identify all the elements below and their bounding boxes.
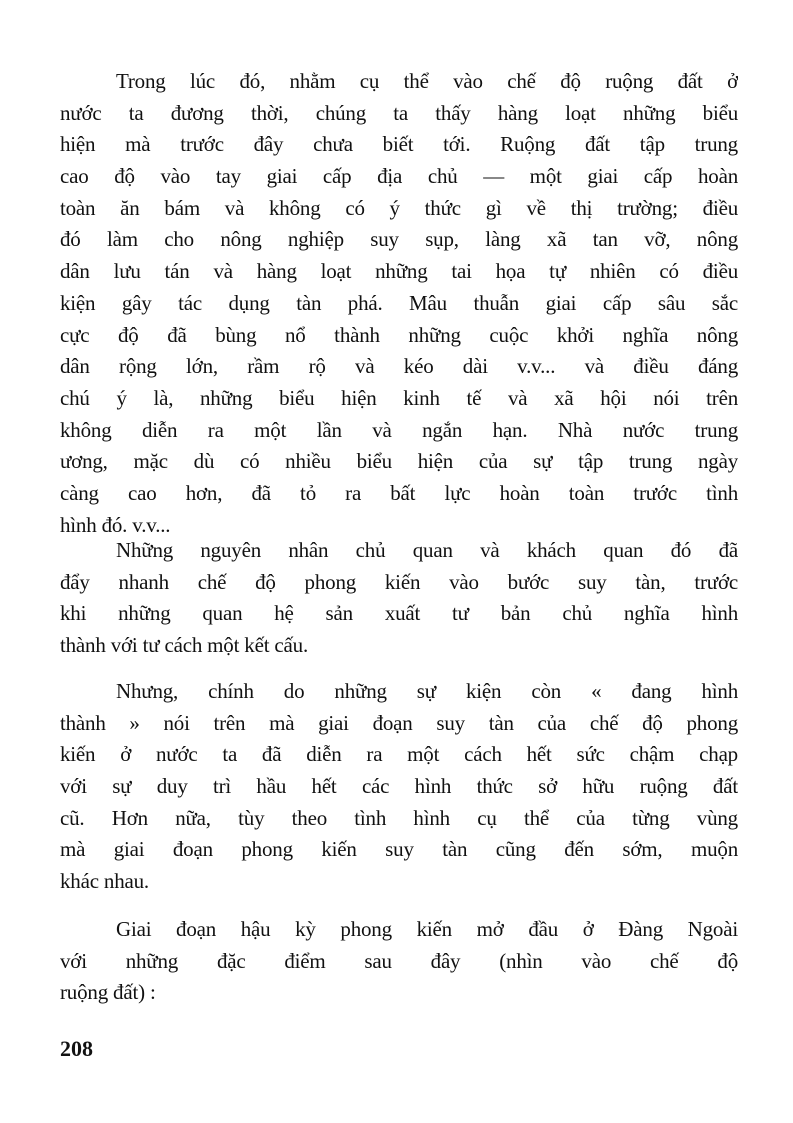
text-line: cực độ đã bùng nổ thành những cuộc khởi nghĩa nông <box>60 322 738 347</box>
text-line: ruộng đất) : <box>60 980 156 1005</box>
text-line: Nhưng, chính do những sự kiện còn « đang hình <box>116 679 738 703</box>
text-line: kiện gây tác dụng tàn phá. Mâu thuẫn giai cấp sâu sắc <box>60 290 738 315</box>
paragraph-1 <box>60 66 738 541</box>
text-line: nước ta đương thời, chúng ta thấy hàng loạt những biểu <box>60 100 738 125</box>
text-line: với sự duy trì hầu hết các hình thức sở hữu ruộng đất <box>60 774 738 799</box>
text-line: hiện mà trước đây chưa biết tới. Ruộng đất tập trung <box>60 132 738 157</box>
text-line: với những đặc điểm sau đây (nhìn vào chế độ <box>60 948 738 973</box>
text-line: đẩy nhanh chế độ phong kiến vào bước suy tàn, trước <box>60 569 738 594</box>
text-line: đó làm cho nông nghiệp suy sụp, làng xã tan vỡ, nông <box>60 227 738 252</box>
text-line: càng cao hơn, đã tỏ ra bất lực hoàn toàn trước tình <box>60 480 738 505</box>
paragraph-4 <box>60 914 738 1009</box>
text-line: dân lưu tán và hàng loạt những tai họa tự nhiên có điều <box>60 259 738 284</box>
paragraph-3 <box>60 676 738 898</box>
text-line: thành với tư cách một kết cấu. <box>60 633 308 658</box>
text-line: chú ý là, những biểu hiện kinh tế và xã hội nói trên <box>60 385 738 410</box>
page-number: 208 <box>60 1036 93 1061</box>
text-line: kiến ở nước ta đã diễn ra một cách hết sức chậm chạp <box>60 742 738 767</box>
text-line: Trong lúc đó, nhằm cụ thể vào chế độ ruộng đất ở <box>116 69 738 93</box>
text-line: cao độ vào tay giai cấp địa chủ — một giai cấp hoàn <box>60 164 738 189</box>
text-line: không diễn ra một lần và ngắn hạn. Nhà nước trung <box>60 417 738 442</box>
text-line: mà giai đoạn phong kiến suy tàn cũng đến sớm, muộn <box>60 837 738 862</box>
text-line: hình đó. v.v... <box>60 512 171 537</box>
text-line: dân rộng lớn, rầm rộ và kéo dài v.v... và điều đáng <box>60 354 738 379</box>
text-line: thành » nói trên mà giai đoạn suy tàn của chế độ phong <box>60 710 738 735</box>
text-line: khác nhau. <box>60 869 149 894</box>
text-line: ương, mặc dù có nhiều biểu hiện của sự tập trung ngày <box>60 449 738 474</box>
paragraph-2 <box>60 535 738 662</box>
text-line: Giai đoạn hậu kỳ phong kiến mở đầu ở Đàng Ngoài <box>116 917 738 941</box>
text-line: Những nguyên nhân chủ quan và khách quan đó đã <box>116 538 738 562</box>
text-line: khi những quan hệ sản xuất tư bản chủ nghĩa hình <box>60 601 738 626</box>
text-line: toàn ăn bám và không có ý thức gì về thị trường; điều <box>60 195 738 220</box>
text-line: cũ. Hơn nữa, tùy theo tình hình cụ thể của từng vùng <box>60 805 738 830</box>
